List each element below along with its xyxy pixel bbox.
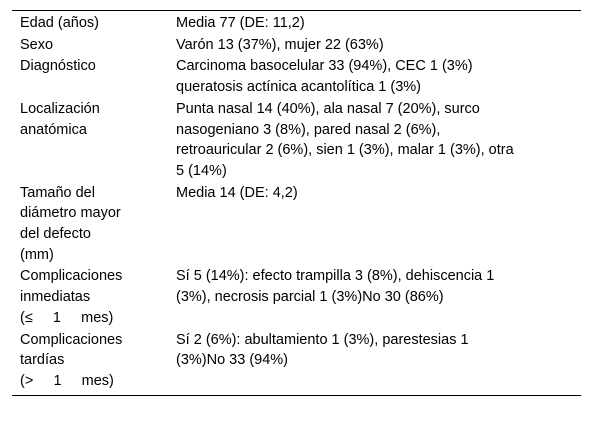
row-value-line: Media 77 (DE: 11,2) [176,15,305,31]
row-label [12,265,168,328]
row-value-line: 5 (14%) [176,162,227,179]
row-value-line: (3%)No 33 (94%) [176,352,289,369]
row-label-line: Diagnóstico [20,58,96,75]
data-table [12,11,581,395]
row-label-line: Tamaño del [20,184,95,201]
row-value-line: nasogeniano 3 (8%), pared nasal 2 (6%), [176,121,441,138]
row-value [168,11,581,34]
row-value-line: Carcinoma basocelular 33 (94%), CEC 1 (3%) [176,58,473,75]
characteristics-table [12,10,581,396]
row-value-line: queratosis actínica acantolítica 1 (3%) [176,79,422,96]
row-label [12,34,168,56]
row-value-line: Media 14 (DE: 4,2) [176,184,298,201]
row-value-line: retroauricular 2 (6%), sien 1 (3%), malar 1 (3%), otra [176,142,514,159]
row-label-line: (> 1 mes) [20,372,114,389]
table-row [12,98,581,182]
row-label-line: inmediatas [20,289,91,306]
row-value [168,98,581,182]
table-row [12,34,581,56]
row-label-line: tardías [20,352,65,369]
table-row [12,265,581,328]
row-label [12,98,168,182]
row-label [12,329,168,395]
row-label [12,55,168,97]
row-label-line: Edad (años) [20,15,99,31]
row-label [12,11,168,34]
row-value [168,182,581,266]
row-label-line: Complicaciones [20,268,123,285]
table-row [12,11,581,34]
table-row [12,55,581,97]
row-value [168,329,581,395]
row-value-line: Punta nasal 14 (40%), ala nasal 7 (20%), surco [176,100,480,117]
row-label-line: (≤ 1 mes) [20,309,114,326]
row-value [168,55,581,97]
row-value-line: Sí 5 (14%): efecto trampilla 3 (8%), dehiscencia 1 [176,268,495,285]
row-value [168,34,581,56]
row-value-line: Sí 2 (6%): abultamiento 1 (3%), parestesias 1 [176,331,469,348]
table-row [12,329,581,395]
row-value-line: Varón 13 (37%), mujer 22 (63%) [176,36,384,53]
row-value-line: (3%), necrosis parcial 1 (3%)No 30 (86%) [176,289,444,306]
row-label-line: Complicaciones [20,331,123,348]
row-label-line: Localización [20,100,100,117]
row-label-line: anatómica [20,121,87,138]
row-label-line: diámetro mayor [20,205,121,222]
row-label-line: (mm) [20,246,54,263]
table-row [12,182,581,266]
row-label-line: Sexo [20,36,54,53]
row-label-line: del defecto [20,226,91,243]
row-label [12,182,168,266]
row-value [168,265,581,328]
